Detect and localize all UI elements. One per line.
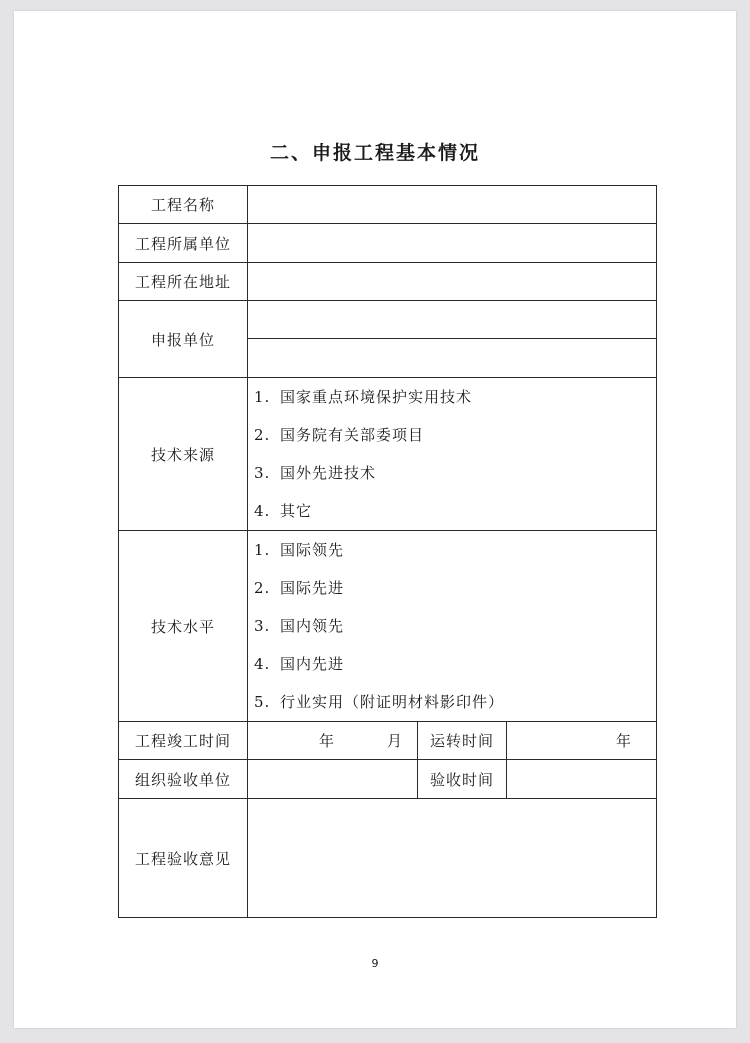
page-title: 二、申报工程基本情况 bbox=[269, 142, 480, 164]
tech-source-option[interactable]: 2. 国务院有关部委项目 bbox=[254, 426, 425, 444]
applicant-field-1[interactable] bbox=[248, 301, 657, 339]
acceptance-opinion-label: 工程验收意见 bbox=[119, 799, 248, 918]
completion-time-label: 工程竣工时间 bbox=[119, 722, 248, 760]
acceptance-opinion-field[interactable] bbox=[248, 799, 657, 918]
tech-level-label: 技术水平 bbox=[119, 531, 248, 722]
tech-source-option[interactable]: 1. 国家重点环境保护实用技术 bbox=[254, 388, 473, 406]
acceptance-time-label: 验收时间 bbox=[418, 760, 507, 799]
month-unit: 月 bbox=[386, 732, 403, 750]
row-applicant bbox=[119, 301, 657, 339]
tech-level-options bbox=[248, 531, 657, 722]
row-project-name bbox=[119, 186, 657, 224]
project-name-label: 工程名称 bbox=[119, 186, 248, 224]
row-completion bbox=[119, 722, 657, 760]
project-address-label: 工程所在地址 bbox=[119, 263, 248, 301]
tech-source-option[interactable]: 4. 其它 bbox=[254, 502, 313, 520]
tech-level-option[interactable]: 5. 行业实用（附证明材料影印件） bbox=[254, 693, 505, 711]
project-unit-label: 工程所属单位 bbox=[119, 224, 248, 263]
tech-level-option[interactable]: 2. 国际先进 bbox=[254, 579, 345, 597]
project-unit-field[interactable] bbox=[248, 224, 657, 263]
row-opinion bbox=[119, 799, 657, 918]
page-number: 9 bbox=[371, 957, 379, 970]
year-unit: 年 bbox=[318, 732, 335, 750]
tech-source-option[interactable]: 3. 国外先进技术 bbox=[254, 464, 377, 482]
tech-source-options bbox=[248, 378, 657, 531]
tech-level-option[interactable]: 4. 国内先进 bbox=[254, 655, 345, 673]
row-acceptance bbox=[119, 760, 657, 799]
operation-time-label: 运转时间 bbox=[418, 722, 507, 760]
row-project-address bbox=[119, 263, 657, 301]
acceptance-time-field[interactable] bbox=[507, 760, 657, 799]
project-address-field[interactable] bbox=[248, 263, 657, 301]
operation-year-unit: 年 bbox=[616, 732, 633, 750]
operation-time-field[interactable] bbox=[507, 722, 657, 760]
row-project-unit bbox=[119, 224, 657, 263]
project-info-form bbox=[118, 185, 657, 918]
applicant-label: 申报单位 bbox=[119, 301, 248, 378]
tech-level-option[interactable]: 3. 国内领先 bbox=[254, 617, 345, 635]
project-name-field[interactable] bbox=[248, 186, 657, 224]
row-tech-level bbox=[119, 531, 657, 722]
acceptance-org-field[interactable] bbox=[248, 760, 418, 799]
completion-date-field[interactable] bbox=[248, 722, 418, 760]
tech-source-label: 技术来源 bbox=[119, 378, 248, 531]
acceptance-org-label: 组织验收单位 bbox=[119, 760, 248, 799]
tech-level-option[interactable]: 1. 国际领先 bbox=[254, 541, 345, 559]
document-page bbox=[14, 11, 736, 1028]
row-tech-source bbox=[119, 378, 657, 531]
applicant-field-2[interactable] bbox=[248, 339, 657, 378]
